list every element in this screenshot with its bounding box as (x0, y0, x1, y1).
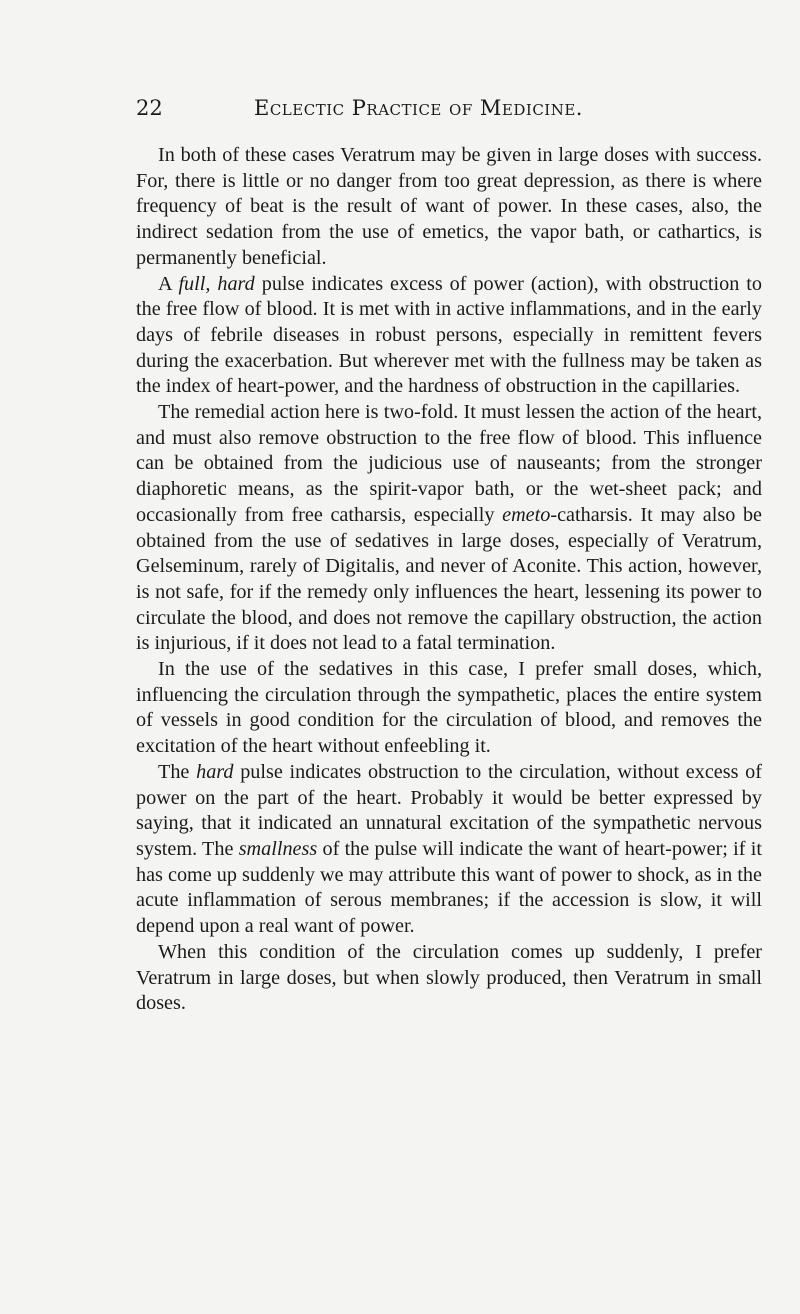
paragraph-text: When this condition of the circulation comes up suddenly, I prefer Veratrum in large doses, but when slowly produced, then Veratrum in small doses. (136, 940, 762, 1015)
italic-term: smallness (238, 837, 318, 860)
paragraph-text: -catharsis. It may also be obtained from the use of sedatives in large doses, especially of Veratrum, Gelseminum, rarely of Digitalis, and never of Aconite. This action, however, is not safe, for if the remedy only influences the heart, lessening its power to circulate the blood, and does not remove the capillary obstruction, the action is injurious, if it does not lead to a fatal termination. (136, 503, 762, 655)
body-text (136, 143, 762, 1017)
paragraph-text: pulse indicates obstruction to the circulation, without excess of power on the part of the heart. Probably it would be better expressed by saying, that it indicated an unnatural excitation of the sympathetic nervous system. The (136, 760, 763, 860)
paragraph-sudden-condition (136, 940, 762, 1017)
page-number: 22 (136, 96, 163, 120)
paragraph-text: A (158, 272, 179, 295)
page-header (136, 96, 776, 126)
paragraph-full-hard-pulse (136, 272, 762, 401)
paragraph-text: In both of these cases Veratrum may be given in large doses with success. For, there is little or no danger from too great depression, as there is where frequency of beat is the result of want of power. In these cases, also, the indirect sedation from the use of emetics, the vapor bath, or cathartics, is permanently beneficial. (136, 144, 762, 269)
paragraph-text: In the use of the sedatives in this case, I prefer small doses, which, influencing the circulation through the sympathetic, places the entire system of vessels in good condition for the circulation of blood, and removes the excitation of the heart without enfeebling it. (136, 658, 762, 758)
paragraph-veratrum-large-doses (136, 143, 762, 272)
paragraph-text: of the pulse will indicate the want of heart-power; if it has come up suddenly we may attribute this want of power to shock, as in the acute inflammation of serous membranes; if the accession is slow, it will depend upon a real want of power. (136, 837, 762, 938)
paragraph-text: The (158, 760, 197, 783)
italic-term: full, hard (178, 272, 255, 295)
italic-term: hard (196, 760, 234, 783)
paragraph-sedatives-small-doses (136, 657, 762, 760)
italic-term: emeto (502, 503, 551, 526)
paragraph-text: The remedial action here is two-fold. It must lessen the action of the heart, and must also remove obstruction to the free flow of blood. This influence can be obtained from the judicious use of nauseants; from the stronger diaphoretic means, as the spirit-vapor bath, or the wet-sheet pack; and occasionally from free catharsis, especially (136, 401, 762, 526)
running-title: Eclectic Practice of Medicine. (254, 96, 583, 120)
paragraph-text: pulse indicates excess of power (action), with obstruction to the free flow of blood. It is met with in active inflammations, and in the early days of febrile diseases in robust persons, especially in remittent fevers during the exacerbation. But wherever met with the fullness may be taken as the index of heart-power, and the hardness of obstruction in the capillaries. (136, 272, 763, 398)
paragraph-hard-pulse (136, 760, 762, 940)
paragraph-remedial-action (136, 400, 762, 657)
